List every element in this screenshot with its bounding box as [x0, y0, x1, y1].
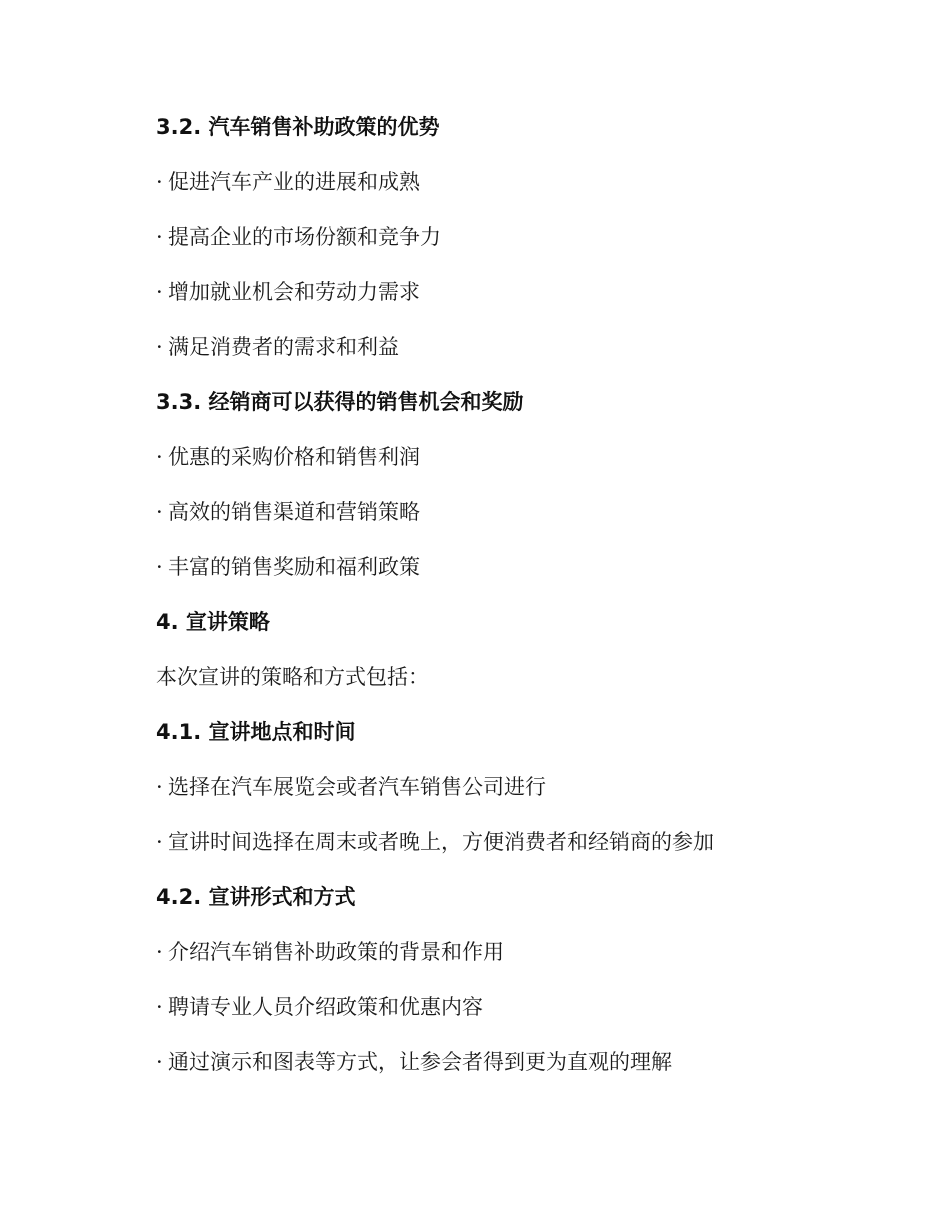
bullet-item — [156, 328, 876, 383]
bullet-item — [156, 163, 876, 218]
bullet-text: 丰富的销售奖励和福利政策 — [168, 555, 420, 579]
bullet-text: 选择在汽车展览会或者汽车销售公司进行 — [168, 775, 546, 799]
bullet-dot: · — [156, 500, 163, 524]
bullet-text: 宣讲时间选择在周末或者晚上，方便消费者和经销商的参加 — [168, 830, 714, 854]
bullet-dot: · — [156, 995, 163, 1019]
bullet-dot: · — [156, 830, 163, 854]
bullet-dot: · — [156, 225, 163, 249]
bullet-item — [156, 273, 876, 328]
bullet-dot: · — [156, 555, 163, 579]
bullet-dot: · — [156, 280, 163, 304]
paragraph-text: 本次宣讲的策略和方式包括： — [156, 665, 429, 689]
bullet-text: 满足消费者的需求和利益 — [168, 335, 399, 359]
document-content — [156, 108, 876, 1098]
section-heading: 4. 宣讲策略 — [156, 610, 270, 634]
section-heading: 4.2. 宣讲形式和方式 — [156, 885, 356, 909]
bullet-item — [156, 1043, 876, 1098]
bullet-item — [156, 823, 876, 878]
bullet-item — [156, 933, 876, 988]
bullet-dot: · — [156, 170, 163, 194]
bullet-dot: · — [156, 775, 163, 799]
section-heading: 3.3. 经销商可以获得的销售机会和奖励 — [156, 390, 524, 414]
bullet-text: 增加就业机会和劳动力需求 — [168, 280, 420, 304]
bullet-text: 高效的销售渠道和营销策略 — [168, 500, 420, 524]
section-heading: 4.1. 宣讲地点和时间 — [156, 720, 356, 744]
bullet-item — [156, 988, 876, 1043]
bullet-dot: · — [156, 940, 163, 964]
bullet-item — [156, 548, 876, 603]
bullet-item — [156, 493, 876, 548]
section-heading: 3.2. 汽车销售补助政策的优势 — [156, 115, 440, 139]
bullet-text: 介绍汽车销售补助政策的背景和作用 — [168, 940, 504, 964]
bullet-dot: · — [156, 335, 163, 359]
bullet-item — [156, 438, 876, 493]
bullet-dot: · — [156, 445, 163, 469]
bullet-item — [156, 218, 876, 273]
bullet-text: 通过演示和图表等方式，让参会者得到更为直观的理解 — [168, 1050, 672, 1074]
bullet-text: 提高企业的市场份额和竞争力 — [168, 225, 441, 249]
bullet-text: 促进汽车产业的进展和成熟 — [168, 170, 420, 194]
bullet-text: 聘请专业人员介绍政策和优惠内容 — [168, 995, 483, 1019]
bullet-dot: · — [156, 1050, 163, 1074]
bullet-text: 优惠的采购价格和销售利润 — [168, 445, 420, 469]
bullet-item — [156, 768, 876, 823]
